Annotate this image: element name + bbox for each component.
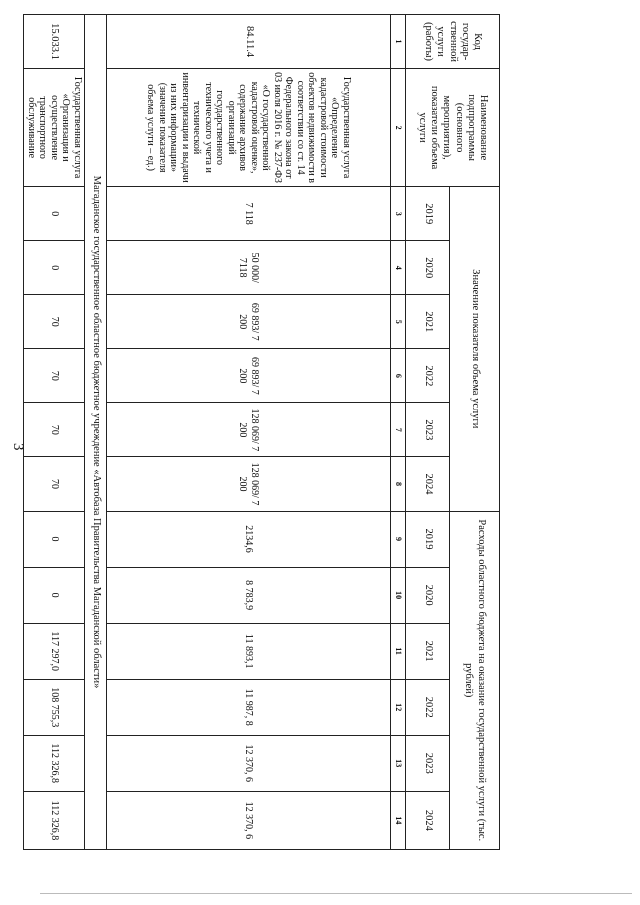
column-number: 5 [391, 295, 406, 349]
column-number: 7 [391, 403, 406, 457]
organization-row: Магаданское государственное областное бюджетное учреждение «Автобаза Правительства Магаданской области» [85, 15, 107, 850]
column-number: 13 [391, 735, 406, 791]
volume-value: 128 069/ 7 200 [107, 403, 391, 457]
header-year: 2021 [406, 623, 450, 679]
service-name: Государственная услуга «Организация и осуществление транспортного обслуживание [24, 69, 85, 187]
expense-value: 0 [24, 511, 85, 567]
service-table [24, 14, 501, 850]
volume-value: 128 069/ 7 200 [107, 457, 391, 511]
service-code: 15.033.1 [24, 15, 85, 69]
expense-value: 2134,6 [107, 511, 391, 567]
expense-value: 12 370, 6 [107, 791, 391, 849]
header-year: 2023 [406, 403, 450, 457]
column-number: 11 [391, 623, 406, 679]
volume-value: 0 [24, 241, 85, 295]
expense-value: 11 893,1 [107, 623, 391, 679]
expense-value: 117 297,0 [24, 623, 85, 679]
expense-value: 8 783,9 [107, 567, 391, 623]
column-number: 3 [391, 187, 406, 241]
header-expense-group: Расходы областного бюджета на оказание государственной услуги (тыс. рублей) [450, 511, 500, 849]
expense-value: 11 987, 8 [107, 679, 391, 735]
column-number: 9 [391, 511, 406, 567]
column-number: 8 [391, 457, 406, 511]
table-row [107, 15, 391, 850]
header-name: Наименование подпрограммы (основного мероприятия), показатели объема услуги [406, 69, 500, 187]
page-number: 3 [10, 443, 26, 451]
volume-value: 50 000/ 7118 [107, 241, 391, 295]
header-year: 2024 [406, 457, 450, 511]
header-year: 2022 [406, 349, 450, 403]
header-year: 2024 [406, 791, 450, 849]
volume-value: 7 118 [107, 187, 391, 241]
column-number: 1 [391, 15, 406, 69]
column-number: 10 [391, 567, 406, 623]
table-row [24, 15, 85, 850]
header-year: 2019 [406, 511, 450, 567]
volume-value: 70 [24, 295, 85, 349]
volume-value: 69 893/ 7 200 [107, 349, 391, 403]
expense-value: 112 326,8 [24, 791, 85, 849]
volume-value: 70 [24, 403, 85, 457]
rotated-table-container [26, 14, 500, 850]
expense-value: 108 755,3 [24, 679, 85, 735]
column-number: 2 [391, 69, 406, 187]
expense-value: 12 370, 6 [107, 735, 391, 791]
column-number: 4 [391, 241, 406, 295]
expense-value: 0 [24, 567, 85, 623]
header-code: Код государ-ственной услуги (работы) [406, 15, 500, 69]
header-year: 2019 [406, 187, 450, 241]
service-code: 84.11.4 [107, 15, 391, 69]
volume-value: 0 [24, 187, 85, 241]
header-year: 2020 [406, 567, 450, 623]
column-number: 12 [391, 679, 406, 735]
header-year: 2023 [406, 735, 450, 791]
column-number: 6 [391, 349, 406, 403]
volume-value: 70 [24, 457, 85, 511]
header-year: 2021 [406, 295, 450, 349]
volume-value: 69 893/ 7 200 [107, 295, 391, 349]
header-year: 2020 [406, 241, 450, 295]
expense-value: 112 326,8 [24, 735, 85, 791]
page-bottom-rule [40, 893, 632, 894]
volume-value: 70 [24, 349, 85, 403]
header-volume-group: Значение показателя объема услуги [450, 187, 500, 511]
header-year: 2022 [406, 679, 450, 735]
column-number: 14 [391, 791, 406, 849]
service-name: Государственная услуга «Определение кадастровой стоимости объектов недвижимости в соответствии со ст. 14 Федерального закона от 03 июля 2016 г. № 237-ФЗ «О государственной кадастровой оценке», содержание архивов организаций государственного технического учета и технической инвентаризации и выдачи из них информации» (значение показателя объема услуги – ед.) [107, 69, 391, 187]
